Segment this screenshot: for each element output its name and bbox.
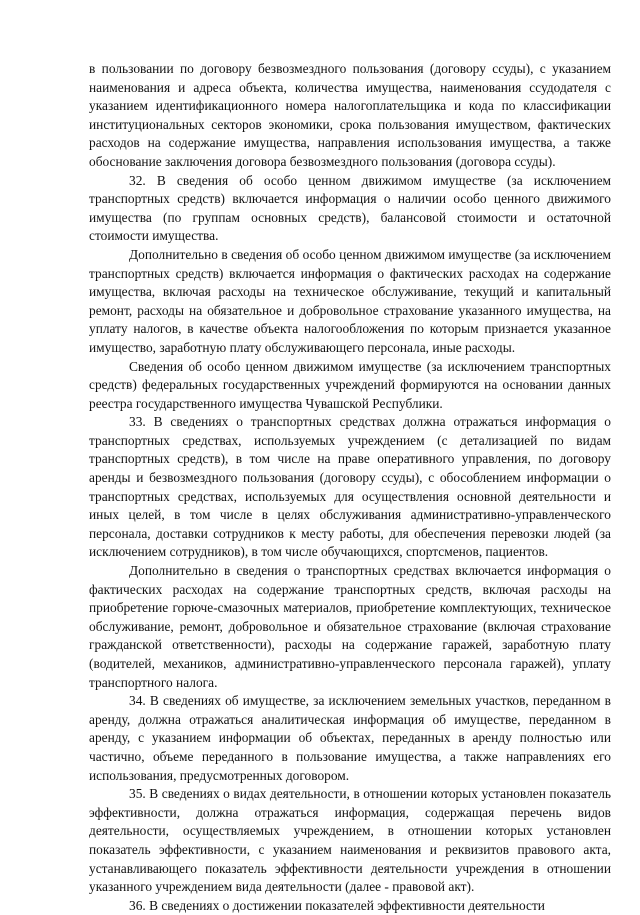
- paragraph-36: 36. В сведениях о достижении показателей эффективности деятельности: [129, 897, 545, 913]
- paragraph-32-additional: Дополнительно в сведения об особо ценном движимом имуществе (за исключением транспортных средств) включается информация о фактических расходах на содержание имущества, включая расходы на техническое обслуживание, текущий и капитальный ремонт, расходы на обязательное и добровольное страхование указанного имущества, на уплату налогов, в качестве объекта налогообложения по которым признается указанное имущество, заработную плату обслуживающего персонала, иные расходы.: [89, 246, 611, 355]
- paragraph-33: 33. В сведениях о транспортных средствах должна отражаться информация о транспортных средствах, используемых учреждением (с детализацией по видам транспортных средств), в том числе на праве оперативного управления, по договору аренды и безвозмездного пользования (договору ссуды), с обособлением информации о транспортных средствах, используемых для осуществления основной деятельности и иных целей, в том числе в целях обслуживания административно-управленческого персонала, доставки сотрудников к месту работы, для обеспечения перевозки людей (за исключением сотрудников), в том числе обучающихся, спортсменов, пациентов.: [89, 414, 611, 560]
- paragraph-33-additional: Дополнительно в сведения о транспортных средствах включается информация о фактических расходах на содержание транспортных средств, включая расходы на приобретение горюче-смазочных материалов, приобретение комплектующих, техническое обслуживание, ремонт, добровольное и обязательное страхование (включая страхование гражданской ответственности), расходы на содержание гаражей, заработную плату (водителей, механиков, административно-управленческого персонала гаражей), уплату транспортного налога.: [89, 563, 611, 690]
- paragraph-32: 32. В сведения об особо ценном движимом имуществе (за исключением транспортных средств) включается информация о наличии особо ценного движимого имущества (по группам основных средств), балансовой стоимости и остаточной стоимости имущества.: [89, 172, 611, 244]
- paragraph-continuation: в пользовании по договору безвозмездного пользования (договору ссуды), с указанием наименования и адреса объекта, количества имущества, наименования ссудодателя с указанием идентификационного номера налогоплательщика и кода по классификации институциональных секторов экономики, срока пользования имуществом, фактических расходов на содержание имущества, направления использования имущества, а также обоснование заключения договора безвозмездного пользования (договора ссуды).: [89, 61, 611, 169]
- paragraph-34: 34. В сведениях об имуществе, за исключением земельных участков, переданном в аренду, должна отражаться аналитическая информация об имуществе, переданном в аренду, с указанием информации об объектах, переданных в аренду полностью или частично, объеме переданного в пользование имущества, а также направлениях его использования, предусмотренных договором.: [89, 693, 611, 783]
- paragraph-32-federal: Сведения об особо ценном движимом имуществе (за исключением транспортных средств) федеральных государственных учреждений формируются на основании данных реестра государственного имущества Чувашской Республики.: [89, 358, 611, 411]
- document-page: [89, 60, 611, 915]
- paragraph-35: 35. В сведениях о видах деятельности, в отношении которых установлен показатель эффективности, должна отражаться информация, содержащая перечень видов деятельности, осуществляемых учреждением, в отношении которых установлен показатель эффективности, с указанием наименования и реквизитов правового акта, устанавливающего показатель эффективности деятельности учреждения в отношении указанного учреждением вида деятельности (далее - правовой акт).: [89, 786, 611, 895]
